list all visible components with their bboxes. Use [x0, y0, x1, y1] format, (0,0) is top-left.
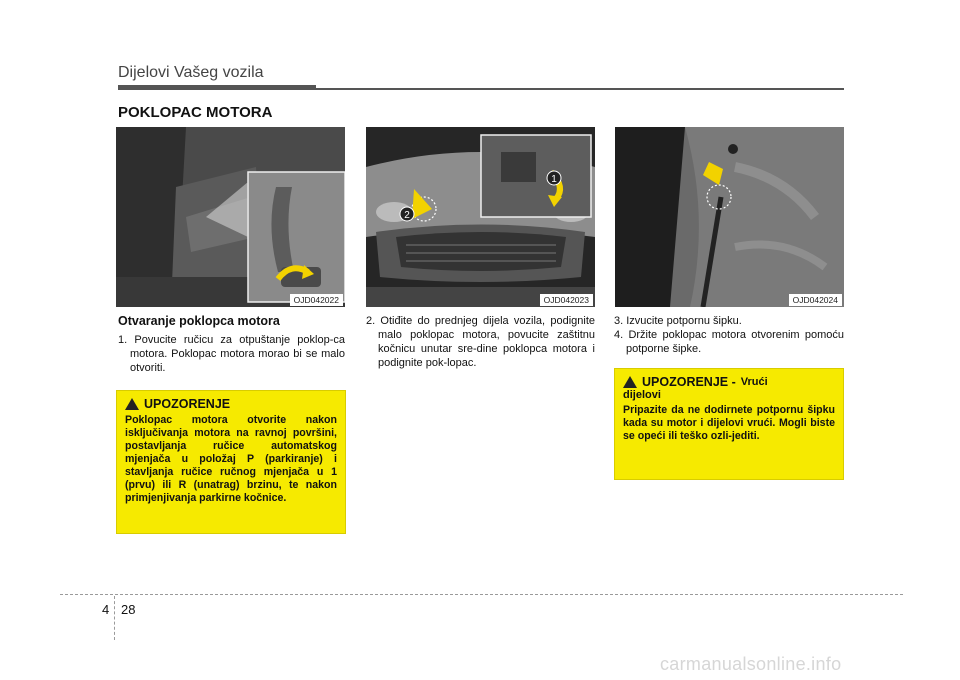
header-bar — [118, 85, 316, 90]
warning-title: UPOZORENJE - — [642, 375, 736, 389]
column-3 — [614, 314, 844, 356]
warning-subtitle: dijelovi — [623, 389, 661, 401]
callout-2: 2 — [404, 210, 410, 221]
warning-box-hot-parts — [614, 368, 844, 480]
warning-text: Pripazite da ne dodirnete potpornu šipku kada su motor i dijelovi vrući. Mogli biste se opeći ili teško ozli-jediti. — [623, 404, 835, 442]
footer-rule — [60, 594, 903, 595]
header-rule — [316, 88, 844, 90]
warning-box-general — [116, 390, 346, 534]
warning-title: UPOZORENJE — [144, 397, 231, 411]
warning-triangle-icon — [623, 376, 637, 388]
column-2 — [366, 314, 595, 370]
figure-support-rod — [615, 127, 844, 307]
warning-title-suffix: Vrući — [740, 376, 768, 388]
subheading-opening-hood: Otvaranje poklopca motora — [118, 314, 280, 328]
callout-1: 1 — [551, 174, 557, 185]
figure-code: OJD042024 — [789, 294, 842, 306]
figure-code: OJD042022 — [290, 294, 343, 306]
column-1 — [118, 314, 345, 375]
warning-text: Poklopac motora otvorite nakon isključivanja motora na ravnoj površini, postavljanja ručice automatskog mjenjača u položaj P (parkiranje) i stavljanja ručice ručnog mjenjača u 1 (prvu) ili R (unatrag) brzinu, te nakon primjenjivanja parkirne kočnice. — [125, 414, 337, 504]
step-2: 2. Otiđite do prednjeg dijela vozila, podignite malo poklopac motora, povucite zaštitnu kočnicu unutar sre-dine poklopca motora i podignite pok-lopac. — [366, 315, 595, 369]
step-1: 1. Povucite ručicu za otpuštanje poklop-ca motora. Poklopac motora morao bi se malo otvoriti. — [118, 334, 345, 374]
figure-hood-release-lever — [116, 127, 345, 307]
footer-divider — [114, 596, 115, 640]
figure-safety-catch — [366, 127, 595, 307]
page-number: 28 — [121, 602, 136, 617]
section-header: Dijelovi Vašeg vozila — [118, 64, 264, 81]
warning-triangle-icon — [125, 398, 139, 410]
page-title: POKLOPAC MOTORA — [118, 104, 273, 121]
step-4: 4. Držite poklopac motora otvorenim pomoću potporne šipke. — [614, 329, 844, 355]
warning-heading — [125, 397, 337, 411]
warning-heading — [623, 375, 835, 389]
figure-code: OJD042023 — [540, 294, 593, 306]
watermark: carmanualsonline.info — [660, 654, 842, 674]
step-3: 3. Izvucite potpornu šipku. — [614, 315, 742, 327]
chapter-number: 4 — [102, 602, 110, 617]
